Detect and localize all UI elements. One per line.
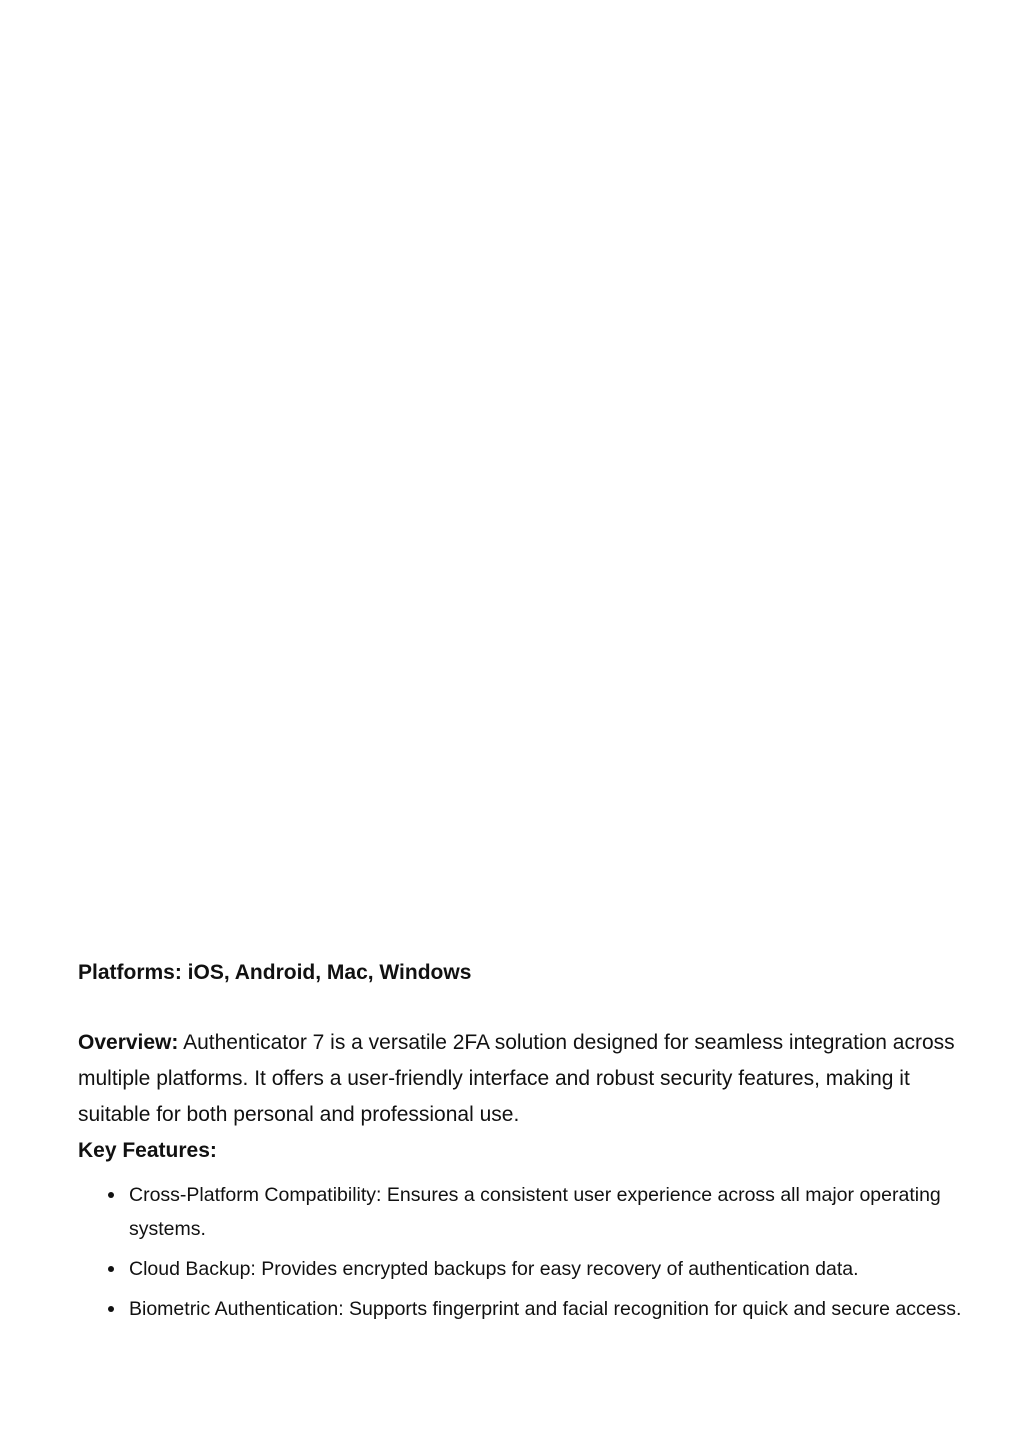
key-features-list (78, 1178, 968, 1326)
feature-text: Cross-Platform Compatibility: Ensures a consistent user experience across all major operating systems. (129, 1184, 941, 1240)
feature-text: Cloud Backup: Provides encrypted backups for easy recovery of authentication data. (129, 1258, 859, 1280)
feature-text: Biometric Authentication: Supports fingerprint and facial recognition for quick and secure access. (129, 1298, 962, 1320)
feature-item-cloud-backup (78, 1252, 968, 1286)
feature-item-biometric-authentication (78, 1292, 968, 1326)
key-features-heading: Key Features: (78, 1139, 217, 1162)
overview-label: Overview: (78, 1031, 179, 1054)
overview-text: Authenticator 7 is a versatile 2FA solution designed for seamless integration across multiple platforms. It offers a user-friendly interface and robust security features, making it suitable for both personal and professional use. (78, 1031, 955, 1126)
document-content (78, 954, 968, 1332)
bullet-icon (108, 1306, 114, 1312)
platforms-heading: Platforms: iOS, Android, Mac, Windows (78, 961, 472, 984)
bullet-icon (108, 1266, 114, 1272)
feature-item-cross-platform (78, 1178, 968, 1246)
overview-paragraph (78, 1025, 968, 1133)
bullet-icon (108, 1192, 114, 1198)
